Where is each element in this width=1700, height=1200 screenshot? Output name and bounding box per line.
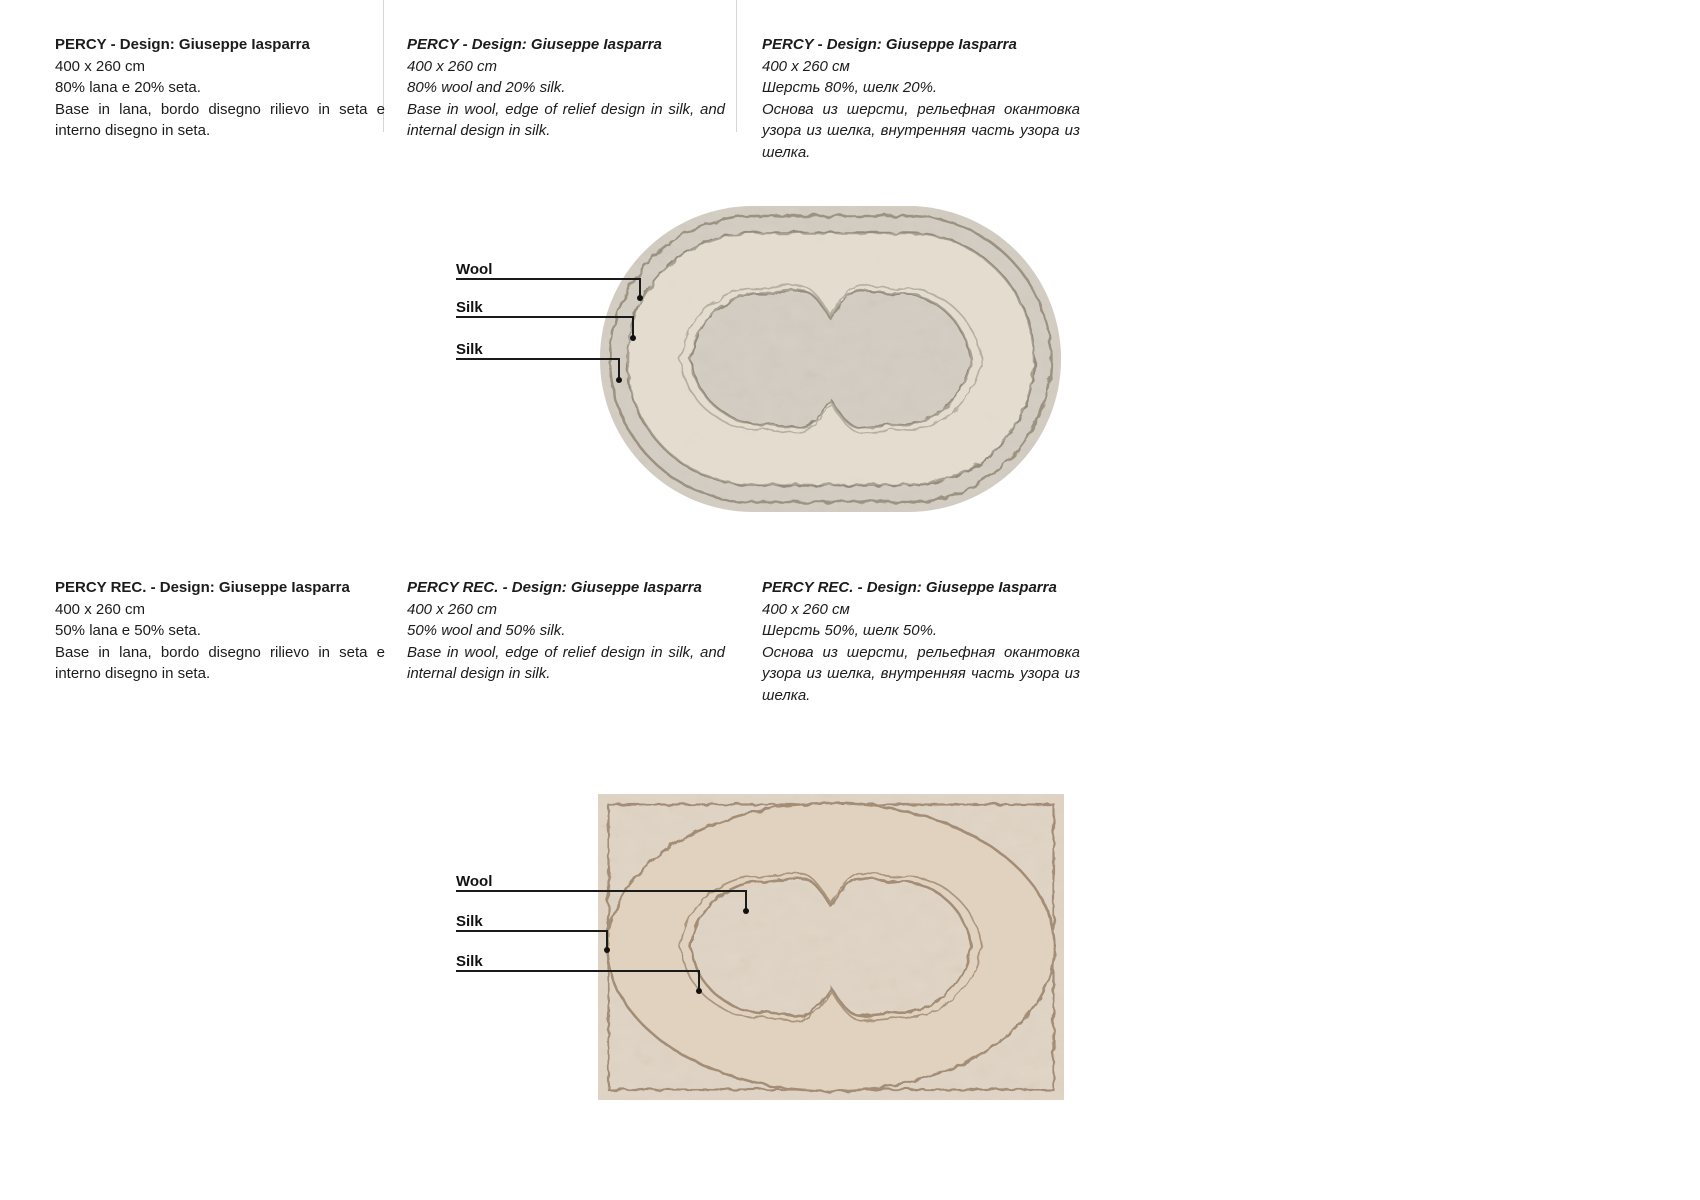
product-description: Base in lana, bordo disegno rilievo in seta e interno disegno in seta. (55, 100, 385, 139)
callout-line (456, 358, 620, 360)
product-description: Base in wool, edge of relief design in silk, and internal design in silk. (407, 643, 725, 682)
percy-spec-italian (55, 34, 385, 142)
callout-line (456, 890, 747, 892)
product-heading: PERCY REC. - Design: Giuseppe Iasparra (55, 579, 350, 596)
percy-spec-english (407, 34, 725, 142)
product-description: Основа из шерсти, рельефная окантовка узора из шелка, внутренняя часть узора из шелка. (762, 100, 1080, 161)
product-description: Base in wool, edge of relief design in silk, and internal design in silk. (407, 100, 725, 139)
product-size: 400 x 260 cm (55, 57, 146, 75)
callout-line (456, 930, 608, 932)
percy-oval-rug-image (600, 206, 1061, 512)
product-heading: PERCY REC. - Design: Giuseppe Iasparra (762, 579, 1057, 596)
product-heading: PERCY REC. - Design: Giuseppe Iasparra (407, 579, 702, 596)
product-size: 400 x 260 cm (407, 57, 498, 75)
percy-rec-spec-english (407, 577, 725, 685)
callout-dot (604, 947, 610, 953)
product-composition: 50% lana e 50% seta. (55, 622, 201, 639)
product-description: Основа из шерсти, рельефная окантовка узора из шелка, внутренняя часть узора из шелка. (762, 643, 1080, 704)
callout-label-wool: Wool (456, 873, 493, 890)
product-composition: Шерсть 80%, шелк 20%. (762, 79, 938, 96)
callout-line (456, 970, 700, 972)
product-size: 400 x 260 см (762, 57, 850, 75)
callout-line (456, 316, 634, 318)
callout-label-silk: Silk (456, 913, 483, 930)
callout-dot (637, 295, 643, 301)
product-heading: PERCY - Design: Giuseppe Iasparra (407, 36, 662, 53)
callout-label-silk: Silk (456, 341, 483, 358)
product-composition: Шерсть 50%, шелк 50%. (762, 622, 938, 639)
percy-rec-rect-rug-image (598, 794, 1064, 1100)
percy-spec-russian (762, 34, 1080, 163)
product-heading: PERCY - Design: Giuseppe Iasparra (762, 36, 1017, 53)
product-composition: 50% wool and 50% silk. (407, 622, 566, 639)
product-size: 400 x 260 см (762, 600, 850, 618)
callout-line (456, 278, 641, 280)
callout-dot (630, 335, 636, 341)
product-composition: 80% lana e 20% seta. (55, 79, 201, 96)
callout-label-wool: Wool (456, 261, 493, 278)
product-size: 400 x 260 cm (407, 600, 498, 618)
callout-dot (743, 908, 749, 914)
callout-label-silk: Silk (456, 299, 483, 316)
percy-rec-spec-russian (762, 577, 1080, 706)
product-composition: 80% wool and 20% silk. (407, 79, 566, 96)
percy-rec-spec-italian (55, 577, 385, 685)
product-size: 400 x 260 cm (55, 600, 146, 618)
column-divider (736, 0, 737, 132)
product-heading: PERCY - Design: Giuseppe Iasparra (55, 36, 310, 53)
callout-dot (616, 377, 622, 383)
product-description: Base in lana, bordo disegno rilievo in seta e interno disegno in seta. (55, 643, 385, 682)
callout-label-silk: Silk (456, 953, 483, 970)
callout-dot (696, 988, 702, 994)
